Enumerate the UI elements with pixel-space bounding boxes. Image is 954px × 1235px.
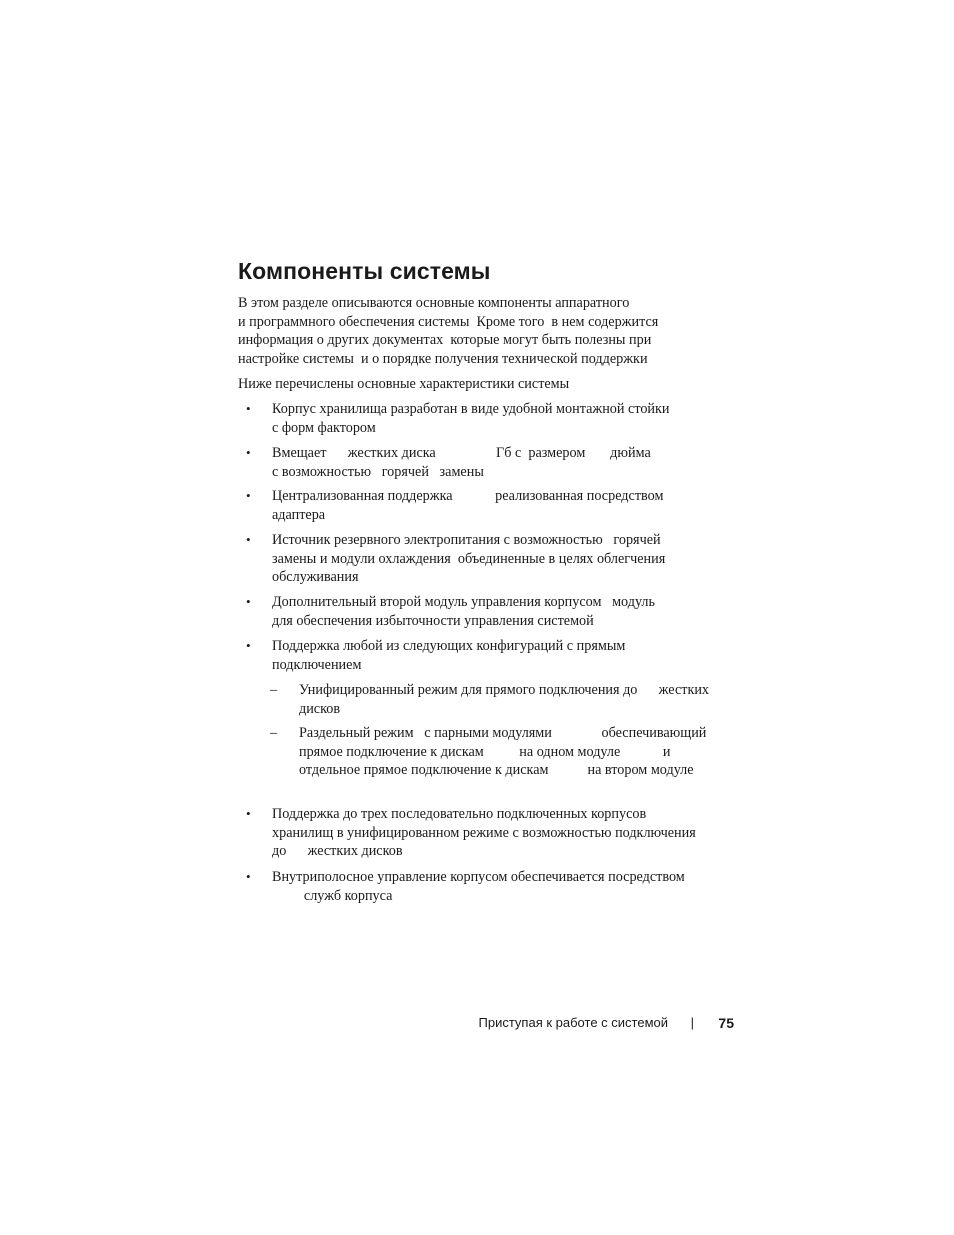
list-item-text [272,400,670,437]
list-item-text [272,868,685,905]
list-item-line: Внутриполосное управление корпусом обеспечивается посредством [272,869,685,885]
list-item-text [272,444,651,481]
dash-icon: – [270,725,278,741]
intro-paragraph [238,294,748,368]
bullet-icon: • [246,401,251,416]
sub-list-item-line: отдельное прямое подключение к дискам на втором модуле [299,762,694,779]
bullet-icon: • [246,445,251,460]
list-item-line: Централизованная поддержка реализованная посредством [272,488,664,504]
list-item-text [272,487,663,524]
bullet-icon: • [246,869,251,884]
bullet-icon: • [246,594,251,609]
list-item-line: с возможностью горячей замены [272,463,484,480]
list-item-line: Источник резервного электропитания с возможностью горячей [272,532,661,548]
list-item-line: Поддержка любой из следующих конфигураций с прямым [272,638,626,654]
sub-list-item-line: Унифицированный режим для прямого подключения до жестких [299,682,710,698]
list-item-line: Корпус хранилища разработан в виде удобной монтажной стойки [272,401,670,417]
list-item-text [272,805,696,861]
list-item-text [272,531,665,587]
list-item-line: обслуживания [272,569,359,586]
list-item-line: Вмещает жестких диска Гб с размером дюйма [272,445,651,461]
list-item-line: для обеспечения избыточности управления системой [272,612,594,629]
bullet-icon: • [246,806,251,821]
sub-list-item-line: Раздельный режим с парными модулями обеспечивающий [299,725,707,741]
footer-section-title: Приступая к работе с системой [478,1015,668,1030]
list-intro: Ниже перечислены основные характеристики системы [238,376,570,392]
list-item-text [272,593,655,630]
sub-list-item-line: дисков [299,700,341,717]
list-item-line: замены и модули охлаждения объединенные в целях облегчения [272,550,666,567]
page-number: 75 [718,1015,734,1031]
sub-list-item-text [299,724,706,780]
intro-line: В этом разделе описываются основные компоненты аппаратного [238,295,630,311]
list-item-line: адаптера [272,506,326,523]
list-item-line: подключением [272,656,362,673]
list-item-line: служб корпуса [272,887,393,904]
list-item-line: до жестких дисков [272,843,403,860]
bullet-icon: • [246,638,251,653]
footer-separator: | [690,1015,694,1030]
page-title: Компоненты системы [238,258,491,284]
intro-line: настройке системы и о порядке получения технической поддержки [238,350,648,367]
intro-line: и программного обеспечения системы Кроме того в нем содержится [238,313,659,330]
intro-line: информация о других документах которые могут быть полезны при [238,332,652,349]
list-item-line: Поддержка до трех последовательно подключенных корпусов [272,806,647,822]
list-item-text [272,637,625,674]
bullet-icon: • [246,488,251,503]
dash-icon: – [270,682,278,698]
list-item-line: с форм фактором [272,419,376,436]
list-item-line: хранилищ в унифицированном режиме с возможностью подключения [272,824,696,841]
sub-list-item-text [299,681,709,718]
list-item-line: Дополнительный второй модуль управления корпусом модуль [272,594,655,610]
bullet-icon: • [246,532,251,547]
sub-list-item-line: прямое подключение к дискам на одном модуле и [299,743,671,760]
